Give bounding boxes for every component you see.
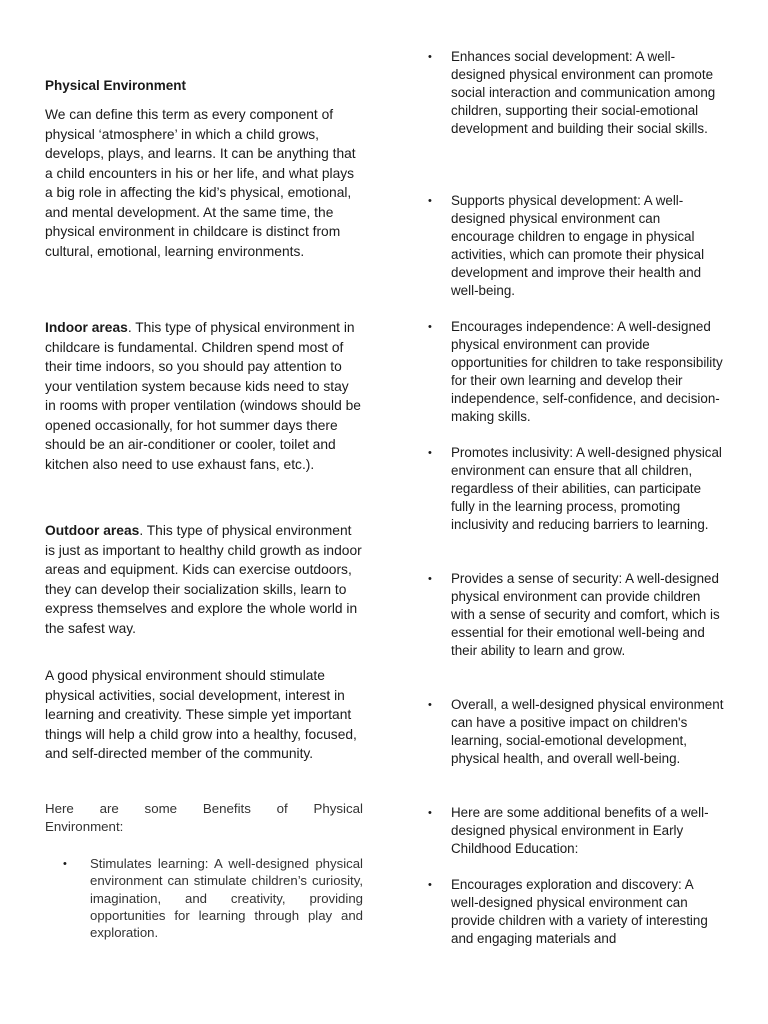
list-item-text: Encourages exploration and discovery: A well-designed physical environment can provide children with a variety of interesting and engaging materials and <box>451 877 708 946</box>
indoor-lead: Indoor areas <box>45 320 128 335</box>
list-item <box>428 48 724 138</box>
list-item-text: Encourages independence: A well-designed physical environment can provide opportunities for children to take responsibility for their own learning and develop their independence, self-confidence, and decision-making skills. <box>451 319 723 424</box>
bullet-icon: • <box>428 573 432 585</box>
list-item-text: Enhances social development: A well-designed physical environment can promote social interaction and communication among children, supporting their social-emotional development and building their social skills. <box>451 49 716 136</box>
section-heading: Physical Environment <box>45 78 187 93</box>
list-item <box>428 570 724 660</box>
bullet-icon: • <box>428 699 432 711</box>
bullet-icon: • <box>428 447 432 459</box>
benefits-intro-line2: Environment: <box>45 819 124 834</box>
list-item-text: Overall, a well-designed physical environment can have a positive impact on children's learning, social-emotional development, physical health, and overall well-being. <box>451 697 724 766</box>
list-item-text: Here are some additional benefits of a well-designed physical environment in Early Childhood Education: <box>451 805 709 856</box>
list-item-text: Stimulates learning: A well-designed physical environment can stimulate children’s curiosity, imagination, and creativity, providing opportunities for learning through play and exploration. <box>90 856 363 941</box>
indoor-paragraph <box>45 318 363 474</box>
outdoor-paragraph <box>45 521 363 638</box>
bullet-icon: • <box>428 195 432 207</box>
list-item <box>428 192 724 300</box>
indoor-text: . This type of physical environment in childcare is fundamental. Children spend most of their time indoors, so you should pay attention to your ventilation system because kids need to stay in rooms with proper ventilation (windows should be opened occasionally, for hot summer days there should be an air-conditioner or cooler, toilet and kitchen also need to use exhaust fans, etc.). <box>45 320 361 472</box>
good-environment-paragraph: A good physical environment should stimulate physical activities, social development, interest in learning and creativity. These simple yet important things will help a child grow into a healthy, focused, and self-directed member of the community. <box>45 668 357 761</box>
bullet-icon: • <box>428 807 432 819</box>
bullet-icon: • <box>428 879 432 891</box>
list-item <box>428 318 724 426</box>
list-item-text: Promotes inclusivity: A well-designed physical environment can ensure that all children, regardless of their abilities, can participate fully in the learning process, promoting inclusivity and reducing barriers to learning. <box>451 445 722 532</box>
bullet-icon: • <box>63 858 67 870</box>
outdoor-text: . This type of physical environment is just as important to healthy child growth as indoor areas and equipment. Kids can exercise outdoors, they can develop their socialization skills, learn to express themselves and explore the whole world in the safest way. <box>45 523 362 636</box>
list-item <box>428 444 724 534</box>
definition-paragraph: We can define this term as every component of physical ‘atmosphere’ in which a child grows, develops, plays, and learns. It can be anything that a child encounters in his or her life, and what plays a big role in affecting the kid’s physical, emotional, and mental development. At the same time, the physical environment in childcare is distinct from cultural, emotional, learning environments. <box>45 107 356 259</box>
list-item <box>428 804 724 858</box>
list-item <box>428 876 724 948</box>
outdoor-lead: Outdoor areas <box>45 523 140 538</box>
bullet-icon: • <box>428 321 432 333</box>
list-item <box>63 855 363 941</box>
list-item <box>428 696 724 768</box>
benefits-intro-line1: Here are some Benefits of Physical <box>45 801 363 816</box>
bullet-icon: • <box>428 51 432 63</box>
benefits-intro <box>45 800 363 836</box>
list-item-text: Supports physical development: A well-designed physical environment can encourage children to engage in physical activities, which can promote their physical development and improve their health and well-being. <box>451 193 705 298</box>
list-item-text: Provides a sense of security: A well-designed physical environment can provide children with a sense of security and comfort, which is essential for their emotional well-being and their ability to learn and grow. <box>451 571 720 658</box>
